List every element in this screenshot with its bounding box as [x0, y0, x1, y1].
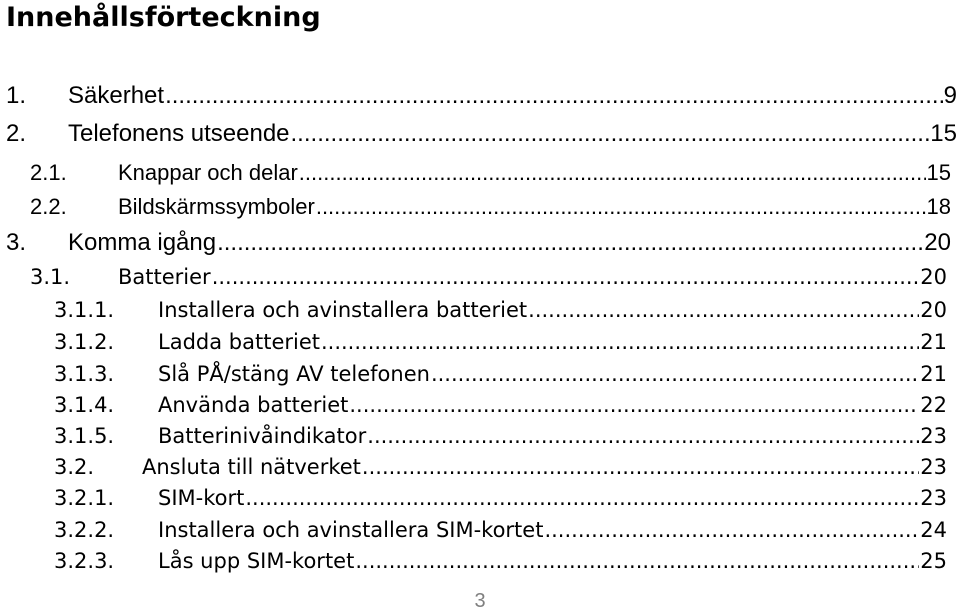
toc-entry-label: Installera och avinstallera batteriet — [158, 298, 528, 322]
toc-dot-leader — [245, 482, 919, 514]
toc-entry-number: 3.1.2. — [54, 330, 115, 354]
toc-entry-label: Installera och avinstallera SIM-kortet — [158, 518, 544, 542]
toc-entry-number: 3.2.3. — [54, 549, 115, 573]
toc-dot-leader — [367, 420, 919, 452]
toc-entry[interactable] — [54, 358, 947, 390]
toc-entry-label: Komma igång — [68, 229, 217, 256]
toc-entry-page: 15 — [930, 120, 957, 147]
toc-entry-page: 20 — [924, 229, 951, 256]
toc-entry[interactable] — [6, 79, 957, 113]
toc-dot-leader — [299, 157, 926, 189]
toc-entry-page: 20 — [920, 265, 947, 289]
page-number: 3 — [474, 590, 486, 612]
toc-entry-page: 23 — [920, 486, 947, 510]
toc-entry-number: 3. — [6, 229, 27, 256]
toc-heading: Innehållsförteckning — [6, 2, 321, 33]
toc-dot-leader — [321, 326, 919, 358]
toc-entry-label: Slå PÅ/stäng AV telefonen — [158, 362, 430, 386]
toc-entry-label: Använda batteriet — [158, 393, 349, 417]
toc-entry-page: 25 — [920, 549, 947, 573]
toc-dot-leader — [544, 514, 919, 546]
toc-entry-page: 15 — [926, 160, 951, 185]
toc-entry[interactable] — [54, 545, 947, 577]
toc-entry-label: Batterinivåindikator — [158, 424, 367, 448]
toc-entry[interactable] — [30, 191, 951, 223]
toc-entry-page: 24 — [920, 518, 947, 542]
toc-entry-number: 1. — [6, 82, 27, 109]
toc-entry[interactable] — [54, 294, 947, 326]
toc-entry-number: 3.2.1. — [54, 486, 115, 510]
toc-dot-leader — [165, 79, 943, 113]
toc-dot-leader — [349, 389, 919, 421]
toc-entry[interactable] — [54, 482, 947, 514]
toc-entry[interactable] — [54, 514, 947, 546]
toc-entry-page: 9 — [943, 82, 957, 109]
toc-dot-leader — [212, 261, 920, 293]
toc-entry-page: 18 — [926, 194, 951, 219]
toc-entry-number: 3.1.4. — [54, 393, 115, 417]
toc-entry-label: SIM-kort — [158, 486, 245, 510]
toc-entry-label: Knappar och delar — [118, 160, 298, 185]
toc-entry-page: 21 — [920, 362, 947, 386]
toc-dot-leader — [217, 226, 923, 260]
toc-entry[interactable] — [30, 261, 947, 293]
toc-dot-leader — [291, 117, 930, 151]
toc-entry-number: 3.1.1. — [54, 298, 115, 322]
toc-entry-page: 22 — [920, 393, 947, 417]
toc-entry[interactable] — [6, 226, 951, 260]
toc-entry-label: Ladda batteriet — [158, 330, 320, 354]
toc-entry-page: 23 — [920, 455, 947, 479]
toc-entry-label: Batterier — [118, 265, 211, 289]
toc-entry[interactable] — [54, 420, 947, 452]
toc-entry[interactable] — [54, 451, 947, 483]
toc-entry-label: Lås upp SIM-kortet — [158, 549, 355, 573]
toc-entry-number: 3.2.2. — [54, 518, 115, 542]
toc-entry-number: 3.1.5. — [54, 424, 115, 448]
toc-dot-leader — [528, 294, 919, 326]
toc-entry-label: Ansluta till nätverket — [142, 455, 361, 479]
toc-dot-leader — [431, 358, 919, 390]
toc-entry[interactable] — [54, 389, 947, 421]
toc-entry-label: Bildskärmssymboler — [118, 194, 315, 219]
toc-entry[interactable] — [30, 157, 951, 189]
toc-entry-number: 2. — [6, 120, 27, 147]
toc-entry-page: 23 — [920, 424, 947, 448]
toc-entry-number: 3.2. — [54, 455, 95, 479]
toc-entry-number: 3.1.3. — [54, 362, 115, 386]
toc-entry[interactable] — [54, 326, 947, 358]
toc-entry-page: 20 — [920, 298, 947, 322]
toc-dot-leader — [362, 451, 919, 483]
toc-entry-number: 2.1. — [30, 160, 67, 185]
toc-dot-leader — [316, 191, 926, 223]
toc-entry[interactable] — [6, 117, 957, 151]
toc-entry-number: 2.2. — [30, 194, 67, 219]
toc-entry-label: Telefonens utseende — [68, 120, 290, 147]
toc-entry-label: Säkerhet — [68, 82, 165, 109]
toc-entry-number: 3.1. — [30, 265, 71, 289]
toc-dot-leader — [355, 545, 919, 577]
toc-entry-page: 21 — [920, 330, 947, 354]
